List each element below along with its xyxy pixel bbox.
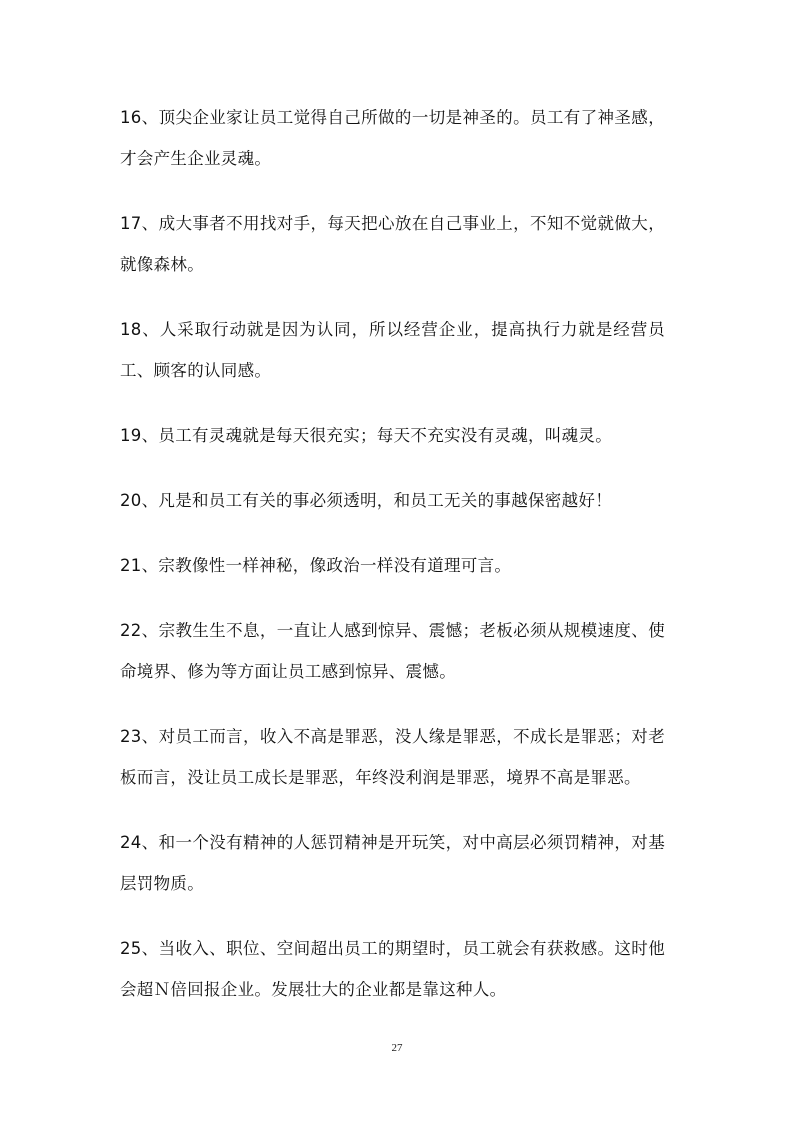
paragraph-16: 16、顶尖企业家让员工觉得自己所做的一切是神圣的。员工有了神圣感，才会产生企业灵魂。 xyxy=(120,108,665,168)
paragraph-17: 17、成大事者不用找对手，每天把心放在自己事业上，不知不觉就做大，就像森林。 xyxy=(120,214,665,274)
paragraph-23: 23、对员工而言，收入不高是罪恶，没人缘是罪恶，不成长是罪恶；对老板而言，没让员工成长是罪恶，年终没利润是罪恶，境界不高是罪恶。 xyxy=(120,727,665,787)
paragraph-22: 22、宗教生生不息，一直让人感到惊异、震憾；老板必须从规模速度、使命境界、修为等方面让员工感到惊异、震憾。 xyxy=(120,621,665,681)
paragraph-25: 25、当收入、职位、空间超出员工的期望时，员工就会有获救感。这时他会超Ｎ倍回报企业。发展壮大的企业都是靠这种人。 xyxy=(120,939,665,999)
document-body xyxy=(120,97,665,1034)
paragraph-18: 18、人采取行动就是因为认同，所以经营企业，提高执行力就是经营员工、顾客的认同感。 xyxy=(120,320,665,380)
paragraph-19: 19、员工有灵魂就是每天很充实；每天不充实没有灵魂，叫魂灵。 xyxy=(120,426,612,445)
paragraph-20: 20、凡是和员工有关的事必须透明，和员工无关的事越保密越好！ xyxy=(120,491,612,510)
paragraph-21: 21、宗教像性一样神秘，像政治一样没有道理可言。 xyxy=(120,556,512,575)
page-number: 27 xyxy=(391,1042,403,1054)
paragraph-24: 24、和一个没有精神的人惩罚精神是开玩笑，对中高层必须罚精神，对基层罚物质。 xyxy=(120,833,665,893)
